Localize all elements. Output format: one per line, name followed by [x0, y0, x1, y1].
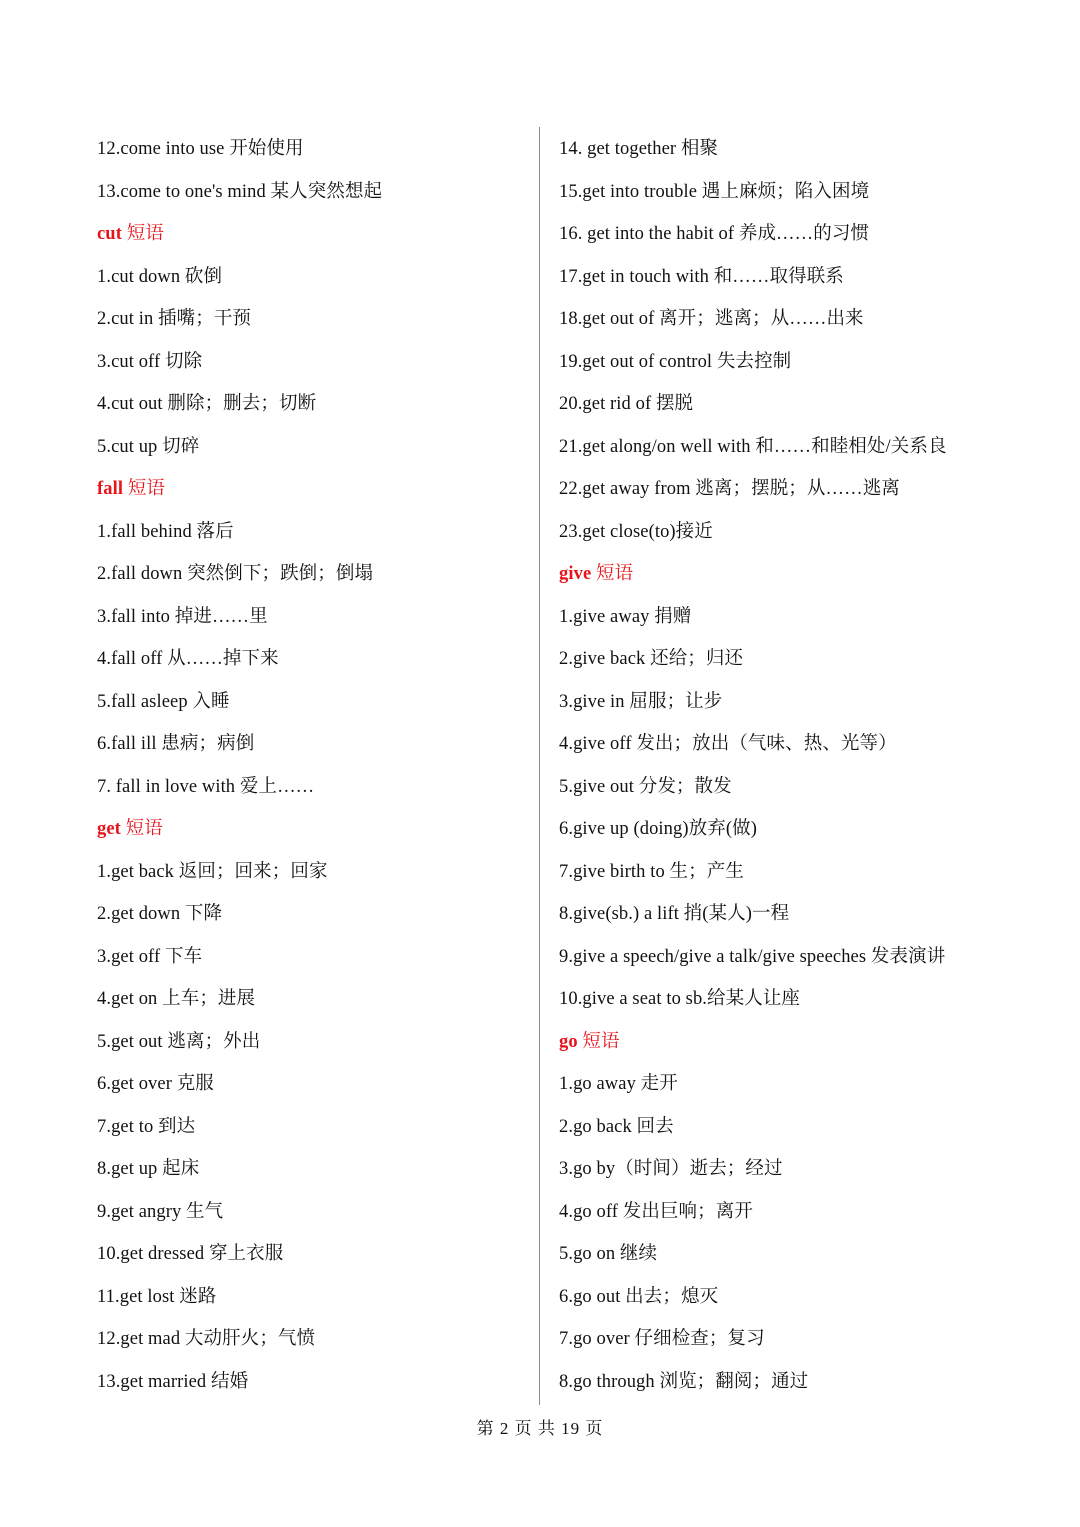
phrase-entry: 2.fall down 突然倒下；跌倒；倒塌	[97, 564, 374, 584]
phrase-entry: 21.get along/on well with 和……和睦相处/关系良	[559, 436, 947, 457]
phrase-entry: 2.get down 下降	[97, 904, 223, 924]
section-heading	[559, 553, 1029, 596]
section-heading	[97, 468, 527, 511]
phrase-entry: 2.go back 回去	[559, 1116, 674, 1137]
phrase-entry: 13.get married 结婚	[97, 1371, 249, 1392]
phrase-entry: 5.get out 逃离；外出	[97, 1031, 261, 1052]
phrase-entry: 11.get lost 迷路	[97, 1286, 217, 1307]
phrase-entry: 6.give up (doing)放弃(做)	[559, 819, 757, 839]
phrase-entry: 3.cut off 切除	[97, 351, 203, 372]
section-heading-word: give	[559, 564, 592, 584]
phrase-entry: 6.get over 克服	[97, 1074, 214, 1094]
phrase-entry: 10.give a seat to sb.给某人让座	[559, 989, 801, 1009]
phrase-entry: 22.get away from 逃离；摆脱；从……逃离	[559, 479, 900, 499]
section-heading-label: 短语	[577, 1031, 620, 1052]
phrase-entry: 3.give in 屈服；让步	[559, 691, 723, 712]
phrase-entry: 4.fall off 从……掉下来	[97, 649, 279, 669]
phrase-entry: 4.get on 上车；进展	[97, 989, 256, 1009]
phrase-entry: 1.go away 走开	[559, 1074, 678, 1094]
phrase-entry: 8.give(sb.) a lift 捎(某人)一程	[559, 904, 790, 924]
phrase-entry: 10.get dressed 穿上衣服	[97, 1244, 284, 1264]
phrase-entry: 23.get close(to)接近	[559, 521, 713, 542]
phrase-entry: 3.fall into 掉进……里	[97, 606, 268, 627]
section-heading-label: 短语	[123, 479, 166, 499]
section-heading-word: cut	[97, 224, 122, 244]
phrase-entry: 5.go on 继续	[559, 1244, 658, 1264]
page-footer: 第 2 页 共 19 页	[476, 1419, 604, 1438]
phrase-entry: 8.get up 起床	[97, 1159, 200, 1179]
phrase-entry: 9.give a speech/give a talk/give speeches 发表演讲	[559, 946, 946, 967]
phrase-entry: 3.go by（时间）逝去；经过	[559, 1159, 783, 1179]
section-heading-label: 短语	[120, 819, 163, 839]
phrase-entry: 4.go off 发出巨响；离开	[559, 1201, 753, 1222]
phrase-entry: 4.cut out 删除；删去；切断	[97, 394, 317, 414]
phrase-entry: 19.get out of control 失去控制	[559, 351, 792, 372]
phrase-entry: 6.go out 出去；熄灭	[559, 1286, 719, 1307]
column-divider	[539, 127, 540, 1405]
phrase-entry: 5.fall asleep 入睡	[97, 691, 230, 712]
phrase-entry: 2.cut in 插嘴；干预	[97, 309, 252, 329]
section-heading-word: fall	[97, 479, 124, 499]
phrase-entry: 13.come to one's mind 某人突然想起	[97, 181, 383, 202]
phrase-entry: 6.fall ill 患病；病倒	[97, 734, 255, 754]
phrase-entry: 7.give birth to 生；产生	[559, 861, 744, 882]
phrase-entry: 1.fall behind 落后	[97, 521, 234, 542]
phrase-entry: 2.give back 还给；归还	[559, 649, 744, 669]
phrase-entry: 5.cut up 切碎	[97, 436, 200, 457]
left-column	[97, 128, 527, 1403]
section-heading-word: go	[559, 1031, 578, 1052]
phrase-entry: 20.get rid of 摆脱	[559, 394, 694, 414]
phrase-entry: 8.go through 浏览；翻阅；通过	[559, 1371, 809, 1392]
section-heading-word: get	[97, 819, 121, 839]
phrase-entry: 12.get mad 大动肝火；气愤	[97, 1329, 316, 1349]
section-heading	[97, 213, 527, 256]
phrase-entry: 12.come into use 开始使用	[97, 139, 304, 159]
phrase-entry: 7.go over 仔细检查；复习	[559, 1329, 765, 1349]
phrase-entry: 1.cut down 砍倒	[97, 266, 223, 287]
right-column	[559, 128, 1029, 1403]
phrase-entry: 5.give out 分发；散发	[559, 776, 732, 797]
section-heading-label: 短语	[591, 564, 634, 584]
phrase-entry: 9.get angry 生气	[97, 1201, 224, 1222]
section-heading	[559, 1021, 1029, 1064]
phrase-entry: 15.get into trouble 遇上麻烦；陷入困境	[559, 181, 870, 202]
phrase-entry: 14. get together 相聚	[559, 139, 719, 159]
phrase-entry: 7.get to 到达	[97, 1116, 196, 1137]
phrase-entry: 3.get off 下车	[97, 946, 203, 967]
phrase-entry: 17.get in touch with 和……取得联系	[559, 266, 844, 287]
phrase-entry: 7. fall in love with 爱上……	[97, 776, 315, 797]
phrase-entry: 1.give away 捐赠	[559, 606, 692, 627]
phrase-entry: 16. get into the habit of 养成……的习惯	[559, 224, 870, 244]
section-heading-label: 短语	[121, 224, 164, 244]
phrase-entry: 18.get out of 离开；逃离；从……出来	[559, 309, 864, 329]
phrase-entry: 1.get back 返回；回来；回家	[97, 861, 328, 882]
section-heading	[97, 808, 527, 851]
phrase-entry: 4.give off 发出；放出（气味、热、光等）	[559, 734, 897, 754]
